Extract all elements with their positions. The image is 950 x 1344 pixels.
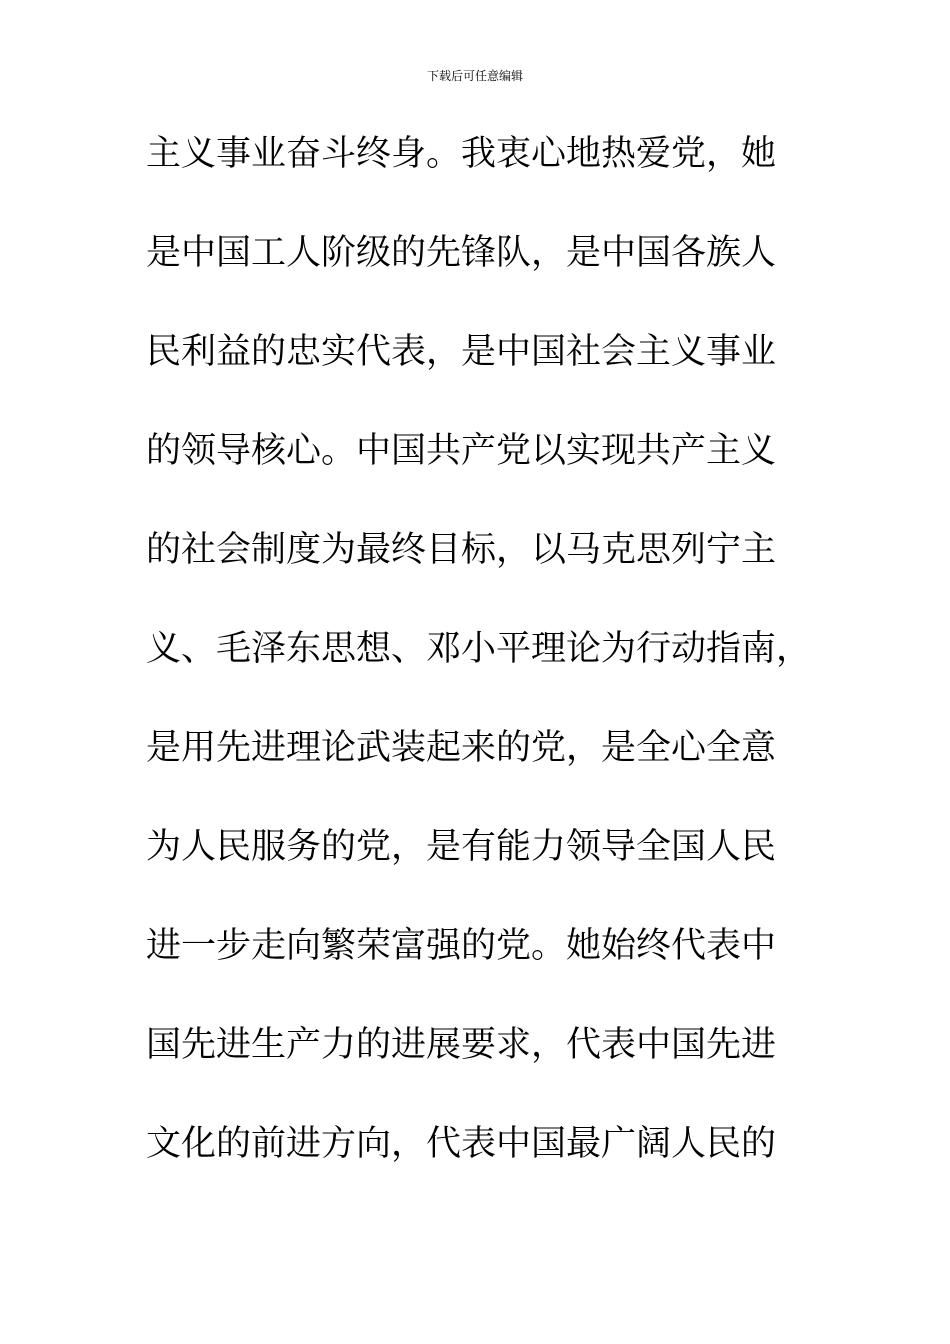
- text-line: 是中国工人阶级的先锋队，是中国各族人: [146, 233, 777, 273]
- text-line: 义、毛泽东思想、邓小平理论为行动指南，: [146, 629, 812, 669]
- text-line: 的社会制度为最终目标，以马克思列宁主: [146, 530, 777, 570]
- text-line: 民利益的忠实代表，是中国社会主义事业: [146, 332, 777, 372]
- text-line: 是用先进理论武装起来的党，是全心全意: [146, 728, 777, 768]
- text-line: 为人民服务的党，是有能力领导全国人民: [146, 827, 777, 867]
- text-line: 进一步走向繁荣富强的党。她始终代表中: [146, 926, 777, 966]
- text-line: 的领导核心。中国共产党以实现共产主义: [146, 431, 777, 471]
- text-line: 文化的前进方向，代表中国最广阔人民的: [146, 1124, 777, 1164]
- text-line: 主义事业奋斗终身。我衷心地热爱党，她: [146, 134, 777, 174]
- body-text: [146, 124, 826, 1213]
- header-note: 下载后可任意编辑: [426, 69, 523, 83]
- text-line: 国先进生产力的进展要求，代表中国先进: [146, 1025, 777, 1065]
